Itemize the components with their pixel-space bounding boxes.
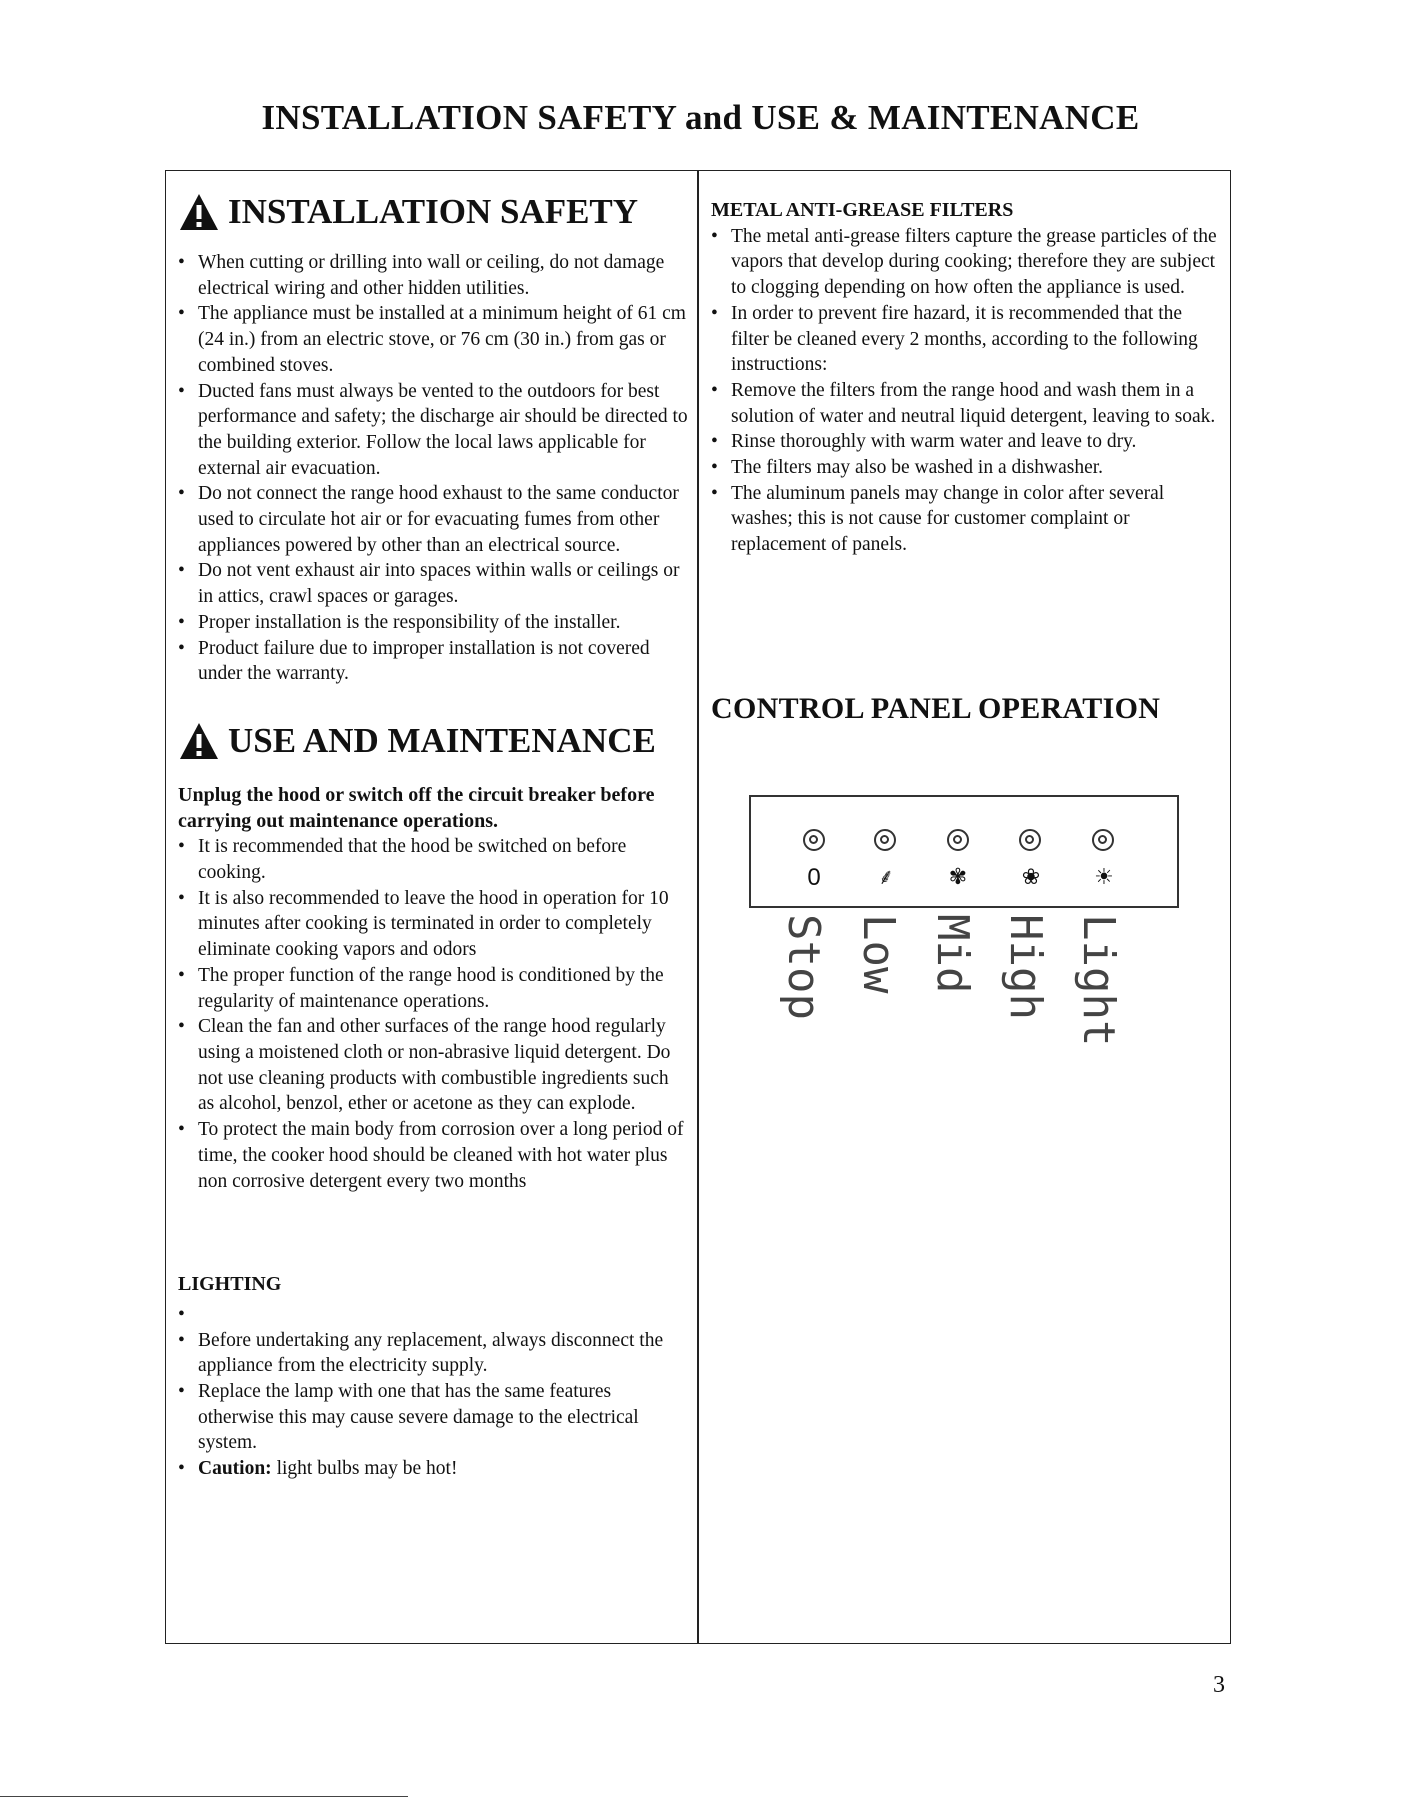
- list-item: • The metal anti-grease filters capture the grease particles of the vapors that develop during cooking; therefore they are subject to clogging depending on how often the appliance is used.: [711, 224, 1221, 301]
- fan-low-icon: ⸙: [877, 865, 895, 890]
- light-button[interactable]: [1092, 829, 1114, 851]
- list-item: • Clean the fan and other surfaces of the range hood regularly using a moistened cloth or non-abrasive liquid detergent. Do not use cleaning products with combustible ingredients such as alcohol, benzol, ether or acetone as they can explode.: [178, 1014, 688, 1117]
- caution-text: light bulbs may be hot!: [271, 1458, 458, 1480]
- list-item: • Proper installation is the responsibility of the installer.: [178, 610, 688, 636]
- use-maintenance-list: [178, 834, 688, 1194]
- left-column: [178, 170, 688, 1482]
- list-item: [178, 1302, 688, 1328]
- low-button[interactable]: [874, 829, 896, 851]
- filters-list: [711, 224, 1221, 558]
- control-panel-heading: CONTROL PANEL OPERATION: [711, 692, 1161, 725]
- list-item: • To protect the main body from corrosion over a long period of time, the cooker hood should be cleaned with hot water plus non corrosive detergent every two months: [178, 1117, 688, 1194]
- fan-mid-icon: ✾: [948, 865, 968, 890]
- high-label: High: [1000, 914, 1051, 1020]
- list-item: • Do not connect the range hood exhaust to the same conductor used to circulate hot air or for evacuating fumes from other appliances powered by other than an electrical source.: [178, 481, 688, 558]
- light-label: Light: [1073, 914, 1124, 1047]
- low-label: Low: [853, 914, 904, 994]
- page-title: INSTALLATION SAFETY and USE & MAINTENANCE: [261, 98, 1140, 137]
- column-divider: [697, 170, 699, 1644]
- list-item: • Product failure due to improper installation is not covered under the warranty.: [178, 636, 688, 687]
- warning-icon: [178, 721, 220, 761]
- list-item: • Remove the filters from the range hood and wash them in a solution of water and neutral liquid detergent, leaving to soak.: [711, 378, 1221, 429]
- list-item: • The aluminum panels may change in color after several washes; this is not cause for customer complaint or replacement of panels.: [711, 481, 1221, 558]
- list-item: [178, 1456, 688, 1482]
- bottom-rule: [0, 1796, 408, 1797]
- list-item: • Before undertaking any replacement, always disconnect the appliance from the electricity supply.: [178, 1328, 688, 1379]
- stop-button[interactable]: [803, 829, 825, 851]
- list-item: • The filters may also be washed in a dishwasher.: [711, 455, 1221, 481]
- right-column: [711, 170, 1221, 558]
- page-number: 3: [1213, 1672, 1225, 1698]
- light-bulb-icon: ☀: [1094, 865, 1114, 890]
- mid-label: Mid: [927, 914, 978, 994]
- filters-heading: METAL ANTI-GREASE FILTERS: [711, 199, 1014, 221]
- lighting-list: [178, 1302, 688, 1482]
- high-button[interactable]: [1019, 829, 1041, 851]
- list-item: • Rinse thoroughly with warm water and leave to dry.: [711, 429, 1221, 455]
- list-item: • It is also recommended to leave the hood in operation for 10 minutes after cooking is terminated in order to completely eliminate cooking vapors and odors: [178, 886, 688, 963]
- installation-safety-list: [178, 250, 688, 687]
- mid-button[interactable]: [947, 829, 969, 851]
- use-maintenance-intro: Unplug the hood or switch off the circuit breaker before carrying out maintenance operations.: [178, 783, 655, 832]
- list-item: • Do not vent exhaust air into spaces within walls or ceilings or in attics, crawl spaces or garages.: [178, 558, 688, 609]
- installation-safety-heading: INSTALLATION SAFETY: [178, 192, 688, 232]
- list-item: • When cutting or drilling into wall or ceiling, do not damage electrical wiring and other hidden utilities.: [178, 250, 688, 301]
- list-item: • In order to prevent fire hazard, it is recommended that the filter be cleaned every 2 months, according to the following instructions:: [711, 301, 1221, 378]
- stop-label: Stop: [778, 914, 829, 1020]
- list-item: • It is recommended that the hood be switched on before cooking.: [178, 834, 688, 885]
- use-maintenance-heading: USE AND MAINTENANCE: [178, 721, 688, 761]
- list-item: • Ducted fans must always be vented to the outdoors for best performance and safety; the discharge air should be directed to the building exterior. Follow the local laws applicable for external air evacuation.: [178, 379, 688, 482]
- list-item: • The appliance must be installed at a minimum height of 61 cm (24 in.) from an electric stove, or 76 cm (30 in.) from gas or combined stoves.: [178, 301, 688, 378]
- caution-label: Caution:: [198, 1458, 272, 1480]
- fan-high-icon: ❀: [1021, 865, 1041, 890]
- list-item: • The proper function of the range hood is conditioned by the regularity of maintenance operations.: [178, 963, 688, 1014]
- lighting-heading: LIGHTING: [178, 1273, 282, 1296]
- list-item: • Replace the lamp with one that has the same features otherwise this may cause severe damage to the electrical system.: [178, 1379, 688, 1456]
- stop-icon: 0: [807, 864, 821, 891]
- warning-icon: [178, 192, 220, 232]
